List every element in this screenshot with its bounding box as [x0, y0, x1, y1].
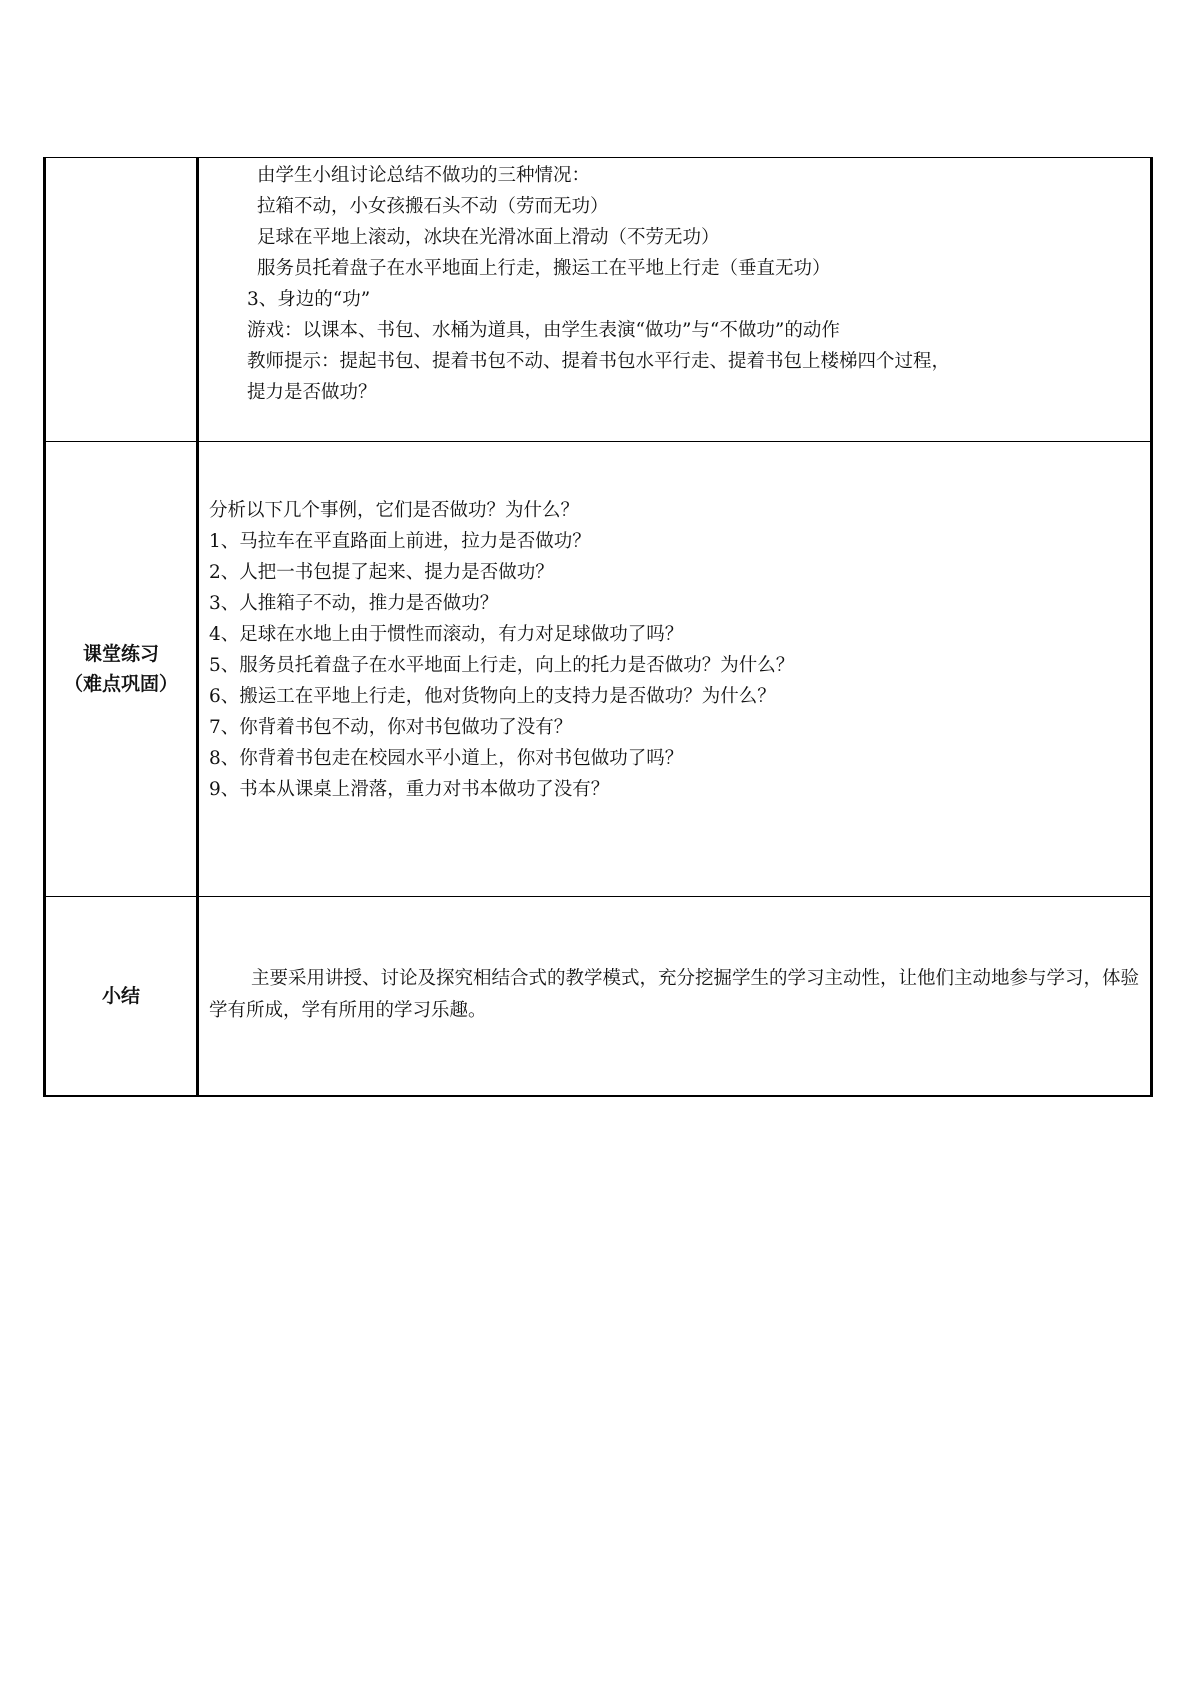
practice-question: 9、书本从课桌上滑落，重力对书本做功了没有？ — [209, 779, 610, 800]
practice-question: 6、搬运工在平地上行走，他对货物向上的支持力是否做功？为什么？ — [209, 686, 776, 707]
practice-label-subtitle: （难点巩固） — [63, 673, 178, 695]
row-label-cell-practice — [45, 442, 198, 897]
process-line: 由学生小组讨论总结不做功的三种情况： — [257, 165, 591, 186]
practice-question: 3、人推箱子不动，推力是否做功？ — [209, 593, 499, 614]
process-line: 拉箱不动，小女孩搬石头不动（劳而无功） — [257, 196, 609, 217]
row-label-cell-empty — [45, 158, 198, 442]
process-content — [199, 158, 1150, 408]
practice-question: 2、人把一书包提了起来、提力是否做功？ — [209, 562, 554, 583]
process-line: 游戏：以课本、书包、水桶为道具，由学生表演“做功”与“不做功”的动作 — [247, 320, 840, 341]
process-line: 服务员托着盘子在水平地面上行走，搬运工在平地上行走（垂直无功） — [257, 258, 831, 279]
practice-question: 4、足球在水地上由于惯性而滚动，有力对足球做功了吗？ — [209, 624, 684, 645]
summary-paragraph: 主要采用讲授、讨论及探究相结合式的教学模式，充分挖掘学生的学习主动性，让他们主动地参与学习，体验学有所成，学有所用的学习乐趣。 — [209, 968, 1140, 1021]
summary-label-title: 小结 — [101, 985, 140, 1007]
row-content-cell-summary — [198, 897, 1152, 1097]
table-row-process — [45, 158, 1152, 442]
process-line: 教师提示：提起书包、提着书包不动、提着书包水平行走、提着书包上楼梯四个过程， — [247, 351, 951, 372]
practice-label-title: 课堂练习 — [82, 643, 159, 665]
practice-question: 1、马拉车在平直路面上前进，拉力是否做功？ — [209, 531, 591, 552]
practice-question: 5、服务员托着盘子在水平地面上行走，向上的托力是否做功？为什么？ — [209, 655, 795, 676]
row-label-cell-summary — [45, 897, 198, 1097]
practice-question: 7、你背着书包不动，你对书包做功了没有？ — [209, 717, 573, 738]
table-row-summary — [45, 897, 1152, 1097]
process-line: 3、身边的“功” — [247, 289, 371, 310]
practice-content — [199, 442, 1150, 805]
lesson-plan-sheet — [43, 157, 1153, 1097]
summary-label — [102, 897, 140, 1095]
table-row-practice — [45, 442, 1152, 897]
process-line: 提力是否做功？ — [247, 382, 377, 403]
practice-intro: 分析以下几个事例，它们是否做功？为什么？ — [209, 500, 580, 521]
practice-label — [64, 442, 178, 896]
row-content-cell-process — [198, 158, 1152, 442]
row-content-cell-practice — [198, 442, 1152, 897]
lesson-plan-table — [43, 157, 1153, 1097]
practice-question: 8、你背着书包走在校园水平小道上，你对书包做功了吗？ — [209, 748, 684, 769]
process-line: 足球在平地上滚动，冰块在光滑冰面上滑动（不劳无功） — [257, 227, 720, 248]
